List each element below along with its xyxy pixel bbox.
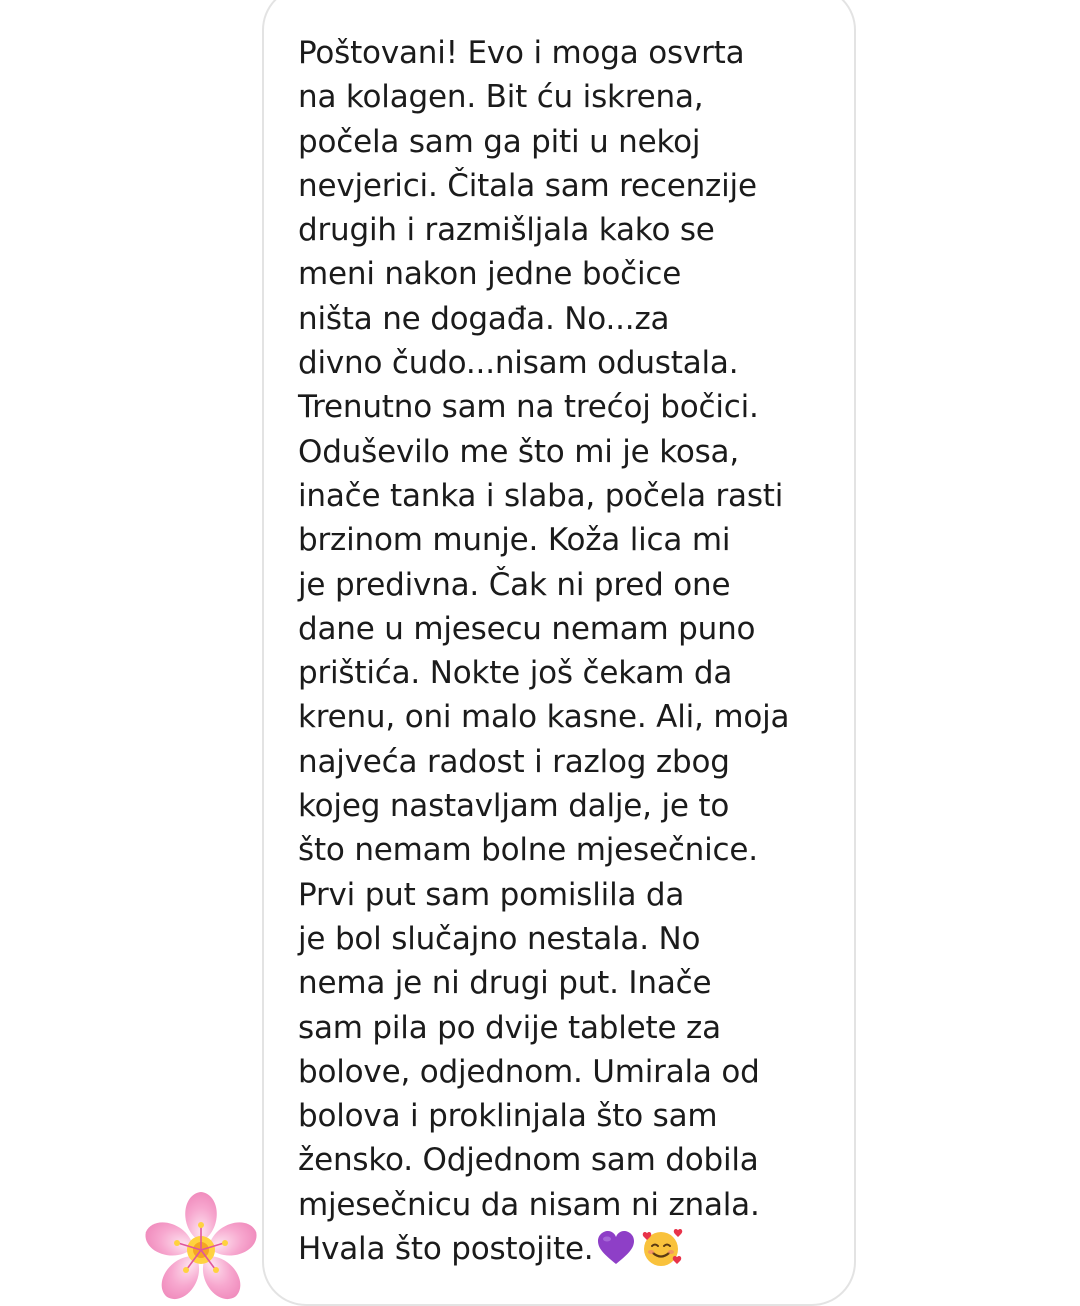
message-line: je bol slučajno nestala. No: [298, 920, 701, 957]
message-line: sam pila po dvije tablete za: [298, 1009, 721, 1046]
message-line: nema je ni drugi put. Inače: [298, 965, 712, 1002]
message-line: počela sam ga piti u nekoj: [298, 123, 701, 160]
message-line: mjesečnicu da nisam ni znala.: [298, 1186, 760, 1223]
purple-heart-icon: [597, 1231, 635, 1265]
message-line: [298, 1227, 858, 1271]
message-line: kojeg nastavljam dalje, je to: [298, 788, 730, 825]
message-line: prištića. Nokte još čekam da: [298, 655, 733, 692]
message-line: inače tanka i slaba, počela rasti: [298, 477, 784, 514]
avatar[interactable]: [134, 1188, 268, 1306]
message-line: meni nakon jedne bočice: [298, 256, 682, 293]
message-line: drugih i razmišljala kako se: [298, 212, 715, 249]
message-line: divno čudo...nisam odustala.: [298, 345, 739, 382]
message-text: [298, 31, 858, 1271]
message-line: dane u mjesecu nemam puno: [298, 610, 756, 647]
message-line: Oduševilo me što mi je kosa,: [298, 433, 740, 470]
message-line: Poštovani! Evo i moga osvrta: [298, 35, 745, 71]
message-line: što nemam bolne mjesečnice.: [298, 832, 758, 869]
message-line-text: Hvala što postojite.: [298, 1231, 594, 1268]
message-line: bolova i proklinjala što sam: [298, 1098, 718, 1135]
message-line: Prvi put sam pomislila da: [298, 876, 685, 913]
cherry-blossom-icon: [134, 1188, 268, 1306]
message-line: krenu, oni malo kasne. Ali, moja: [298, 699, 790, 736]
message-line: brzinom munje. Koža lica mi: [298, 522, 731, 559]
message-line: je predivna. Čak ni pred one: [298, 566, 731, 603]
message-line: Trenutno sam na trećoj bočici.: [298, 389, 759, 426]
smiling-face-with-hearts-icon: [639, 1228, 683, 1268]
message-line: ništa ne događa. No...za: [298, 300, 670, 337]
message-line: bolove, odjednom. Umirala od: [298, 1053, 760, 1090]
message-line: na kolagen. Bit ću iskrena,: [298, 79, 704, 116]
message-line: nevjerici. Čitala sam recenzije: [298, 167, 757, 204]
message-line: žensko. Odjednom sam dobila: [298, 1142, 759, 1179]
message-line: najveća radost i razlog zbog: [298, 743, 730, 780]
